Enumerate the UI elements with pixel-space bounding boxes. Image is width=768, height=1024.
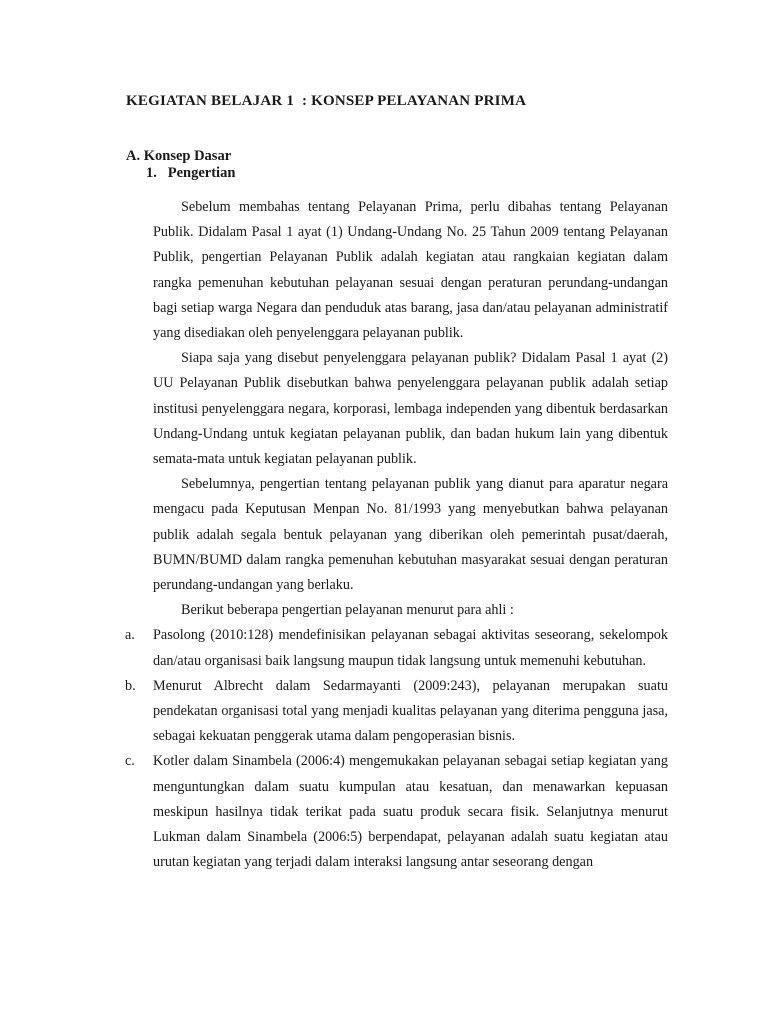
paragraph: Sebelum membahas tentang Pelayanan Prima, perlu dibahas tentang Pelayanan Publik. Didalam Pasal 1 ayat (1) Undang-Undang No. 25 Tahun 2009 tentang Pelayanan Publik, pengertian Pelayanan Publik adalah kegiatan atau rangkaian kegiatan dalam rangka pemenuhan kebutuhan pelayanan sesuai dengan peraturan perundang-undangan bagi setiap warga Negara dan penduduk atas barang, jasa dan/atau pelayanan administratif yang disediakan oleh penyelenggara pelayanan publik. xyxy=(153,199,668,342)
subsection-heading: 1. Pengertian xyxy=(146,165,236,181)
definition-list xyxy=(125,623,668,875)
paragraph: Sebelumnya, pengertian tentang pelayanan publik yang dianut para aparatur negara mengacu pada Keputusan Menpan No. 81/1993 yang menyebutkan bahwa pelayanan publik adalah segala bentuk pelayanan yang diberikan oleh pemerintah pusat/daerah, BUMN/BUMD dalam rangka pemenuhan kebutuhan masyarakat sesuai dengan peraturan perundang-undangan yang berlaku. xyxy=(153,476,668,594)
paragraph: Berikut beberapa pengertian pelayanan menurut para ahli : xyxy=(181,602,514,619)
list-item xyxy=(125,623,668,673)
list-item xyxy=(125,674,668,750)
list-marker: c. xyxy=(125,753,135,770)
paragraph: Siapa saja yang disebut penyelenggara pelayanan publik? Didalam Pasal 1 ayat (2) UU Pelayanan Publik disebutkan bahwa penyelenggara pelayanan publik adalah setiap institusi penyelenggara negara, korporasi, lembaga independen yang dibentuk berdasarkan Undang-Undang untuk kegiatan pelayanan publik, dan badan hukum lain yang dibentuk semata-mata untuk kegiatan pelayanan publik. xyxy=(153,350,668,468)
list-item-text: Kotler dalam Sinambela (2006:4) mengemukakan pelayanan sebagai setiap kegiatan yang menguntungkan dalam suatu kumpulan atau kesatuan, dan menawarkan kepuasan meskipun hasilnya tidak terikat pada suatu produk secara fisik. Selanjutnya menurut Lukman dalam Sinambela (2006:5) berpendapat, pelayanan adalah suatu kegiatan atau urutan kegiatan yang terjadi dalam interaksi langsung antar seseorang dengan xyxy=(153,753,668,871)
section-heading: A. Konsep Dasar xyxy=(126,148,232,164)
list-marker: b. xyxy=(125,677,136,694)
list-item xyxy=(125,749,668,875)
list-item-text: Menurut Albrecht dalam Sedarmayanti (2009:243), pelayanan merupakan suatu pendekatan organisasi total yang menjadi kualitas pelayanan yang diterima pengguna jasa, sebagai kekuatan penggerak utama dalam pengoperasian bisnis. xyxy=(153,677,668,745)
document-title: KEGIATAN BELAJAR 1 : KONSEP PELAYANAN PRIMA xyxy=(126,93,527,109)
list-marker: a. xyxy=(125,627,135,644)
document-body xyxy=(125,195,668,875)
list-item-text: Pasolong (2010:128) mendefinisikan pelayanan sebagai aktivitas seseorang, sekelompok dan/atau organisasi baik langsung maupun tidak langsung untuk memenuhi kebutuhan. xyxy=(153,627,668,669)
